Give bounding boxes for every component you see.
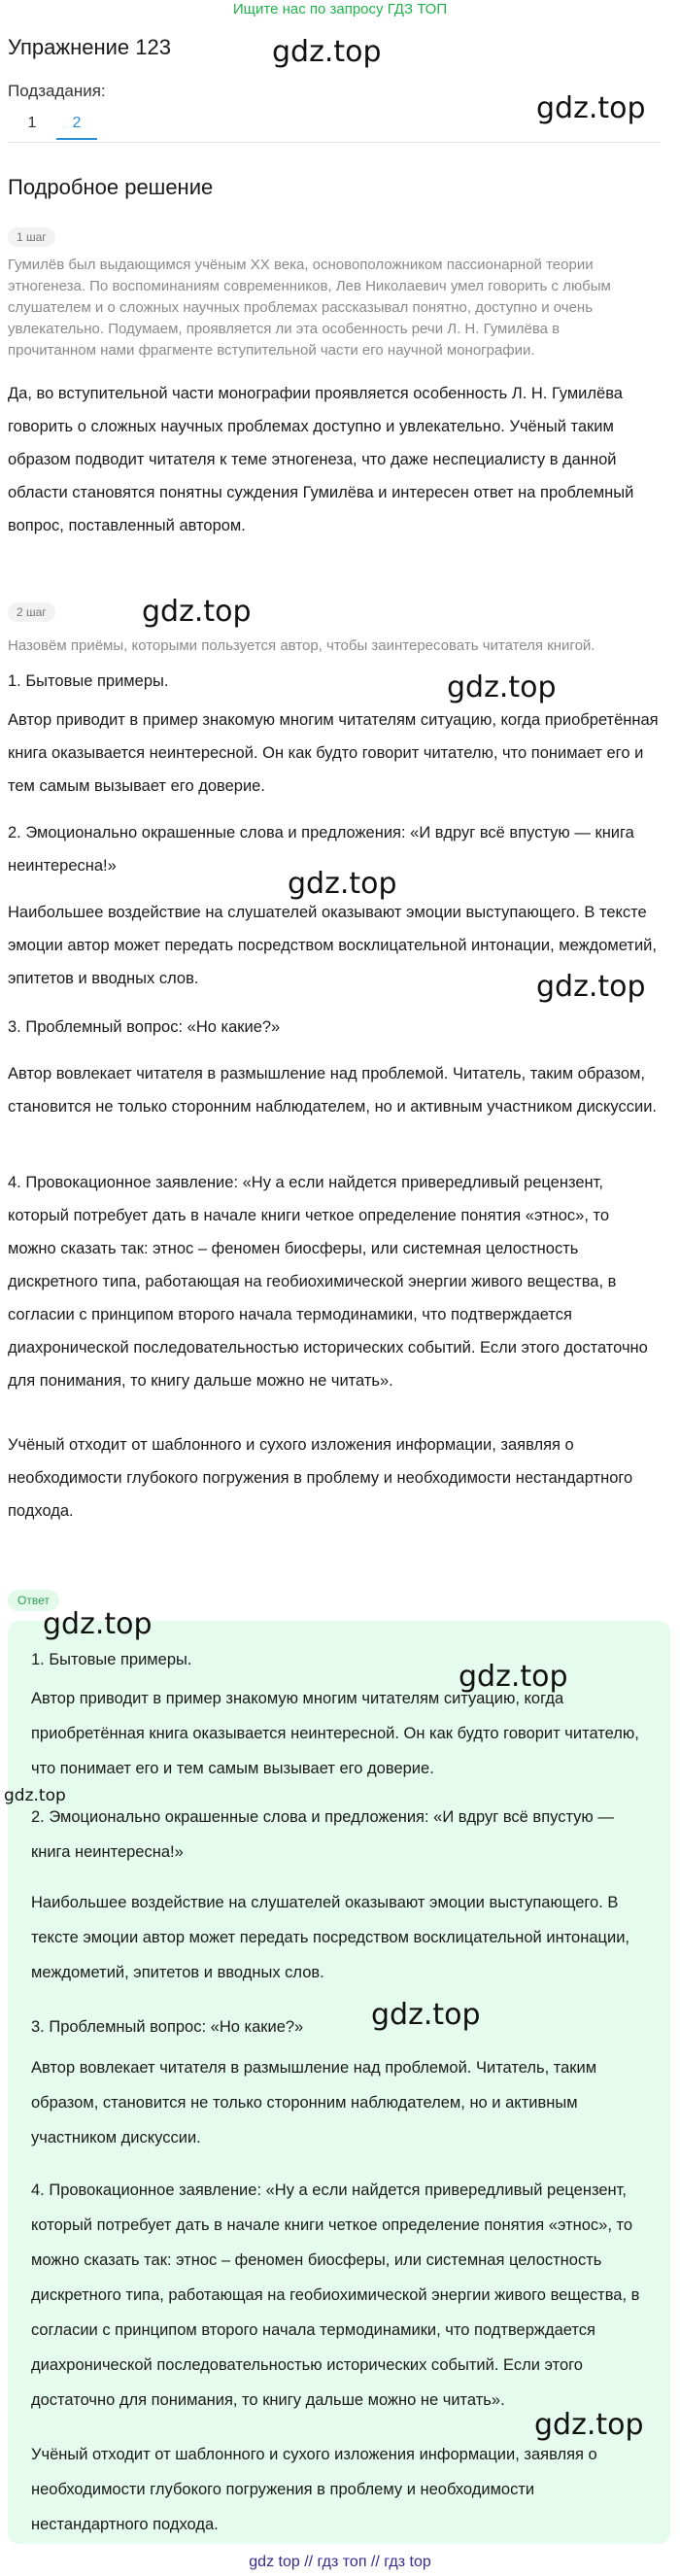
list-item: Автор приводит в пример знакомую многим читателям ситуацию, когда приобретённая книга оказывается неинтересной. Он как будто говорит читателю, что понимает его и тем самым вызывает его доверие.	[8, 711, 659, 795]
step-badge: 1 шаг	[8, 227, 55, 247]
answer-item: Автор приводит в пример знакомую многим читателям ситуацию, когда приобретённая книга оказывается неинтересной. Он как будто говорит читателю, что понимает его и тем самым вызывает его доверие.	[31, 1690, 639, 1777]
watermark: gdz.top	[43, 1607, 153, 1641]
answer-item: 4. Провокационное заявление: «Ну а если найдется привередливый рецензент, который потребует дать в начале книги четкое определение понятия «этнос», то можно сказать так: этнос – феномен биосферы, или системная целостность дискретного типа, работающая на геобиохимической энергии живого вещества, в согласии с принципом второго начала термодинамики, что подтверждается диахронической последовательностью исторических событий. Если этого достаточно для понимания, то книгу дальше можно не читать».	[31, 2181, 640, 2409]
step-badge: 2 шаг	[8, 602, 55, 622]
list-item: 4. Провокационное заявление: «Ну а если найдется привередливый рецензент, который потребует дать в начале книги четкое определение понятия «этнос», то можно сказать так: этнос – феномен биосферы, или системная целостность дискретного типа, работающая на геобиохимической энергии живого вещества, в согласии с принципом второго начала термодинамики, что подтверждается диахронической последовательностью исторических событий. Если этого достаточно для понимания, то книгу дальше можно не читать».	[8, 1174, 648, 1390]
answer-item: Учёный отходит от шаблонного и сухого изложения информации, заявляя о необходимости глубокого погружения в проблему и необходимости нестандартного подхода.	[31, 2446, 597, 2533]
answer-item: 3. Проблемный вопрос: «Но какие?»	[31, 2018, 304, 2036]
watermark: gdz.top	[142, 595, 252, 629]
step-task-text: Назовём приёмы, которыми пользуется автор, чтобы заинтересовать читателя книгой.	[8, 637, 595, 654]
subtasks-label: Подзадания:	[8, 82, 106, 100]
answer-item: Автор вовлекает читателя в размышление над проблемой. Читатель, таким образом, становится не только сторонним наблюдателем, но и активным участником дискуссии.	[31, 2059, 597, 2147]
step-task-text: Гумилёв был выдающимся учёным XX века, основоположником пассионарной теории этногенеза. По воспоминаниям современников, Лев Николаевич умел говорить с любым слушателем и о сложных научных проблемах рассказывал понятно, доступно и очень увлекательно. Подумаем, проявляется ли эта особенность речи Л. Н. Гумилёва в прочитанном нами фрагменте вступительной части его научной монографии.	[8, 257, 611, 359]
list-item: 2. Эмоционально окрашенные слова и предложения: «И вдруг всё впустую — книга неинтересна!»	[8, 824, 634, 875]
subtask-tab-1[interactable]: 1	[27, 115, 37, 131]
list-item: 3. Проблемный вопрос: «Но какие?»	[8, 1018, 281, 1036]
watermark: gdz.top	[536, 91, 646, 125]
list-item: Учёный отходит от шаблонного и сухого изложения информации, заявляя о необходимости глубокого погружения в проблему и необходимости нестандартного подхода.	[8, 1436, 633, 1520]
page-title: Упражнение 123	[8, 35, 171, 59]
step-answer-text: Да, во вступительной части монографии проявляется особенность Л. Н. Гумилёва говорить о сложных научных проблемах доступно и увлекательно. Учёный таким образом подводит читателя к теме этногенеза, что даже неспециалисту в данной области становятся понятны суждения Гумилёва и интересен ответ на проблемный вопрос, поставленный автором.	[8, 385, 634, 534]
list-item: 1. Бытовые примеры.	[8, 672, 169, 690]
watermark: gdz.top	[459, 1660, 568, 1694]
watermark: gdz.top	[447, 670, 557, 704]
watermark: gdz.top	[288, 867, 397, 901]
watermark: gdz.top	[534, 2408, 644, 2442]
subtask-tab-2[interactable]: 2	[56, 109, 97, 140]
answer-badge: Ответ	[8, 1590, 59, 1611]
watermark: gdz.top	[536, 970, 646, 1004]
list-item: Наибольшее воздействие на слушателей оказывают эмоции выступающего. В тексте эмоции автор может передать посредством восклицательной интонации, междометий, эпитетов и вводных слов.	[8, 904, 657, 987]
watermark: gdz.top	[272, 35, 382, 69]
watermark: gdz.top	[4, 1786, 66, 1805]
top-banner: Ищите нас по запросу ГДЗ ТОП	[232, 1, 448, 17]
answer-item: 1. Бытовые примеры.	[31, 1651, 192, 1668]
list-item: Автор вовлекает читателя в размышление над проблемой. Читатель, таким образом, становится не только сторонним наблюдателем, но и активным участником дискуссии.	[8, 1065, 658, 1116]
footer: gdz top // гдз топ // гдз top	[249, 2554, 431, 2570]
answer-item: Наибольшее воздействие на слушателей оказывают эмоции выступающего. В тексте эмоции автор может передать посредством восклицательной интонации, междометий, эпитетов и вводных слов.	[31, 1894, 629, 1981]
solution-title: Подробное решение	[8, 175, 214, 199]
watermark: gdz.top	[371, 1998, 481, 2032]
answer-item: 2. Эмоционально окрашенные слова и предложения: «И вдруг всё впустую — книга неинтересна!»	[31, 1808, 614, 1861]
